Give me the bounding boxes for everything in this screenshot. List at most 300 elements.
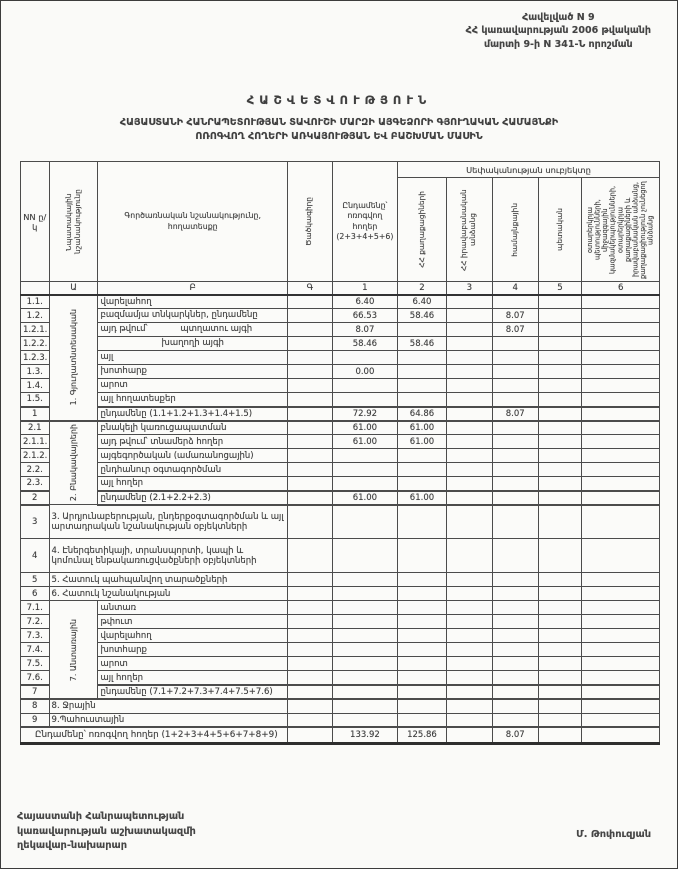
cell-value — [446, 539, 492, 573]
cell-value — [538, 699, 582, 713]
cell-value — [492, 539, 538, 573]
table-row — [21, 309, 660, 323]
cell-value: 61.00 — [398, 435, 447, 449]
cell-value — [492, 587, 538, 601]
cell-value — [398, 449, 447, 463]
table-row — [21, 505, 660, 539]
cell-value — [492, 629, 538, 643]
report-subtitle-1: ՀԱՅԱՍՏԱՆԻ ՀԱՆՐԱՊԵՏՈՒԹՅԱՆ ՏԱՎՈՒՇԻ ՄԱՐԶԻ ԱՅԳԵՁՈՐԻ ԳՅՈՒՂԱԿԱՆ ՀԱՄԱՅՆՔԻ — [119, 117, 559, 128]
cell-code — [287, 643, 332, 657]
cell-code — [287, 309, 332, 323]
cell-value — [492, 365, 538, 379]
cell-value — [492, 393, 538, 407]
row-num: 2 — [21, 491, 50, 505]
section-label — [49, 601, 98, 699]
cell-code — [287, 323, 332, 337]
grand-total-label: Ընդամենը՝ ոռոգվող հողեր (1+2+3+4+5+6+7+8+9) — [21, 727, 288, 743]
cell-code — [287, 477, 332, 491]
cell-value — [446, 393, 492, 407]
cell-value — [492, 351, 538, 365]
row-num: 1 — [21, 407, 50, 421]
cell-value — [398, 713, 447, 727]
cell-code — [287, 699, 332, 713]
cell-value: 8.07 — [492, 309, 538, 323]
cell-value — [538, 365, 582, 379]
cell-value — [492, 505, 538, 539]
cell-value — [492, 449, 538, 463]
row-label: ընդամենը (7.1+7.2+7.3+7.4+7.5+7.6) — [98, 685, 288, 699]
cell-code — [287, 685, 332, 699]
cell-value — [332, 573, 397, 587]
table-row — [21, 365, 660, 379]
cell-value — [492, 379, 538, 393]
col-header-owner-state: պետական — [538, 178, 582, 282]
cell-value — [538, 727, 582, 743]
col-header-owner-community: համայնքային — [492, 178, 538, 282]
cell-value — [332, 699, 397, 713]
cell-value — [492, 615, 538, 629]
cell-value — [538, 337, 582, 351]
row-num: 5 — [21, 573, 50, 587]
row-num: 7.3. — [21, 629, 50, 643]
col-header-code: Ծածկագիրը — [287, 162, 332, 282]
cell-code — [287, 491, 332, 505]
cell-value — [398, 629, 447, 643]
table-row — [21, 601, 660, 615]
cell-code — [287, 587, 332, 601]
report-title-block — [1, 93, 677, 144]
cell-value — [492, 477, 538, 491]
cell-code — [287, 421, 332, 435]
cell-value — [332, 477, 397, 491]
cell-value — [332, 539, 397, 573]
cell-value — [538, 379, 582, 393]
cell-value: 64.86 — [398, 407, 447, 421]
cell-value — [582, 505, 660, 539]
table-row — [21, 295, 660, 309]
signer-name: Մ. Թոփուզյան — [576, 829, 651, 840]
row-label: բնակելի կառուցապատման — [98, 421, 288, 435]
cell-value — [398, 393, 447, 407]
table-header — [21, 162, 660, 295]
cell-value — [582, 463, 660, 477]
cell-value — [398, 539, 447, 573]
cell-value — [582, 421, 660, 435]
table-row — [21, 573, 660, 587]
table-row — [21, 407, 660, 421]
cell-code — [287, 351, 332, 365]
cell-value — [582, 351, 660, 365]
cell-value — [398, 643, 447, 657]
cell-code — [287, 379, 332, 393]
cell-value: 8.07 — [332, 323, 397, 337]
table-row — [21, 393, 660, 407]
cell-value — [332, 657, 397, 671]
row-label: 6. Հատուկ նշանակության — [49, 587, 287, 601]
table-row — [21, 491, 660, 505]
cell-code — [287, 713, 332, 727]
cell-value — [582, 477, 660, 491]
irrigated-lands-table — [20, 161, 660, 745]
cell-value: 8.07 — [492, 407, 538, 421]
cell-value — [446, 309, 492, 323]
row-num: 2.2. — [21, 463, 50, 477]
cell-value — [446, 421, 492, 435]
cell-value — [582, 685, 660, 699]
cell-value — [446, 463, 492, 477]
row-label: ընդամենը (1.1+1.2+1.3+1.4+1.5) — [98, 407, 288, 421]
col-header-owner-legal-entities: ՀՀ իրավաբանական անձանց — [446, 178, 492, 282]
table-row — [21, 449, 660, 463]
cell-value — [446, 337, 492, 351]
cell-value: 0.00 — [332, 365, 397, 379]
row-label: ընդամենը (2.1+2.2+2.3) — [98, 491, 288, 505]
cell-value: 6.40 — [398, 295, 447, 309]
cell-value — [446, 351, 492, 365]
row-num: 3 — [21, 505, 50, 539]
table-row — [21, 379, 660, 393]
cell-value — [332, 601, 397, 615]
cell-value — [538, 449, 582, 463]
cell-value — [398, 379, 447, 393]
cell-value — [446, 491, 492, 505]
cell-value — [582, 393, 660, 407]
row-label: 9.Պահուստային — [49, 713, 287, 727]
cell-value — [582, 643, 660, 657]
table-row — [21, 435, 660, 449]
cell-value — [332, 643, 397, 657]
cell-value: 58.46 — [332, 337, 397, 351]
col-header-purpose: Նպատակային նշանակությունը — [49, 162, 98, 282]
cell-code — [287, 365, 332, 379]
table-row — [21, 337, 660, 351]
cell-value — [492, 435, 538, 449]
row-label: 8. Ջրային — [49, 699, 287, 713]
report-subtitle-2: ՈՌՈԳՎՈՂ ՀՈՂԵՐԻ ԱՌԿԱՅՈՒԹՅԱՆ ԵՎ ԲԱՇԽՄԱՆ ՄԱՍԻՆ — [195, 130, 483, 142]
cell-value — [446, 601, 492, 615]
cell-code — [287, 539, 332, 573]
table-row — [21, 629, 660, 643]
row-num: 1.4. — [21, 379, 50, 393]
cell-value — [538, 435, 582, 449]
cell-value — [538, 393, 582, 407]
row-num: 7 — [21, 685, 50, 699]
cell-value — [446, 435, 492, 449]
cell-value — [582, 615, 660, 629]
cell-code — [287, 601, 332, 615]
cell-value — [332, 379, 397, 393]
cell-value: 125.86 — [398, 727, 447, 743]
cell-value — [538, 573, 582, 587]
table-row — [21, 615, 660, 629]
appendix-line-1: Հավելված N 9 — [522, 12, 595, 23]
table-row — [21, 463, 660, 477]
row-label: վարելահող — [98, 629, 288, 643]
cell-value: 61.00 — [398, 421, 447, 435]
cell-value — [446, 657, 492, 671]
cell-value — [446, 573, 492, 587]
cell-value — [446, 643, 492, 657]
row-label: խոտհարք — [98, 643, 288, 657]
cell-code — [287, 407, 332, 421]
table-row — [21, 685, 660, 699]
cell-value — [332, 671, 397, 685]
cell-value — [538, 671, 582, 685]
cell-value — [492, 421, 538, 435]
cell-value: 72.92 — [332, 407, 397, 421]
signer-position — [17, 810, 196, 854]
cell-value: 61.00 — [398, 491, 447, 505]
signer-position-line-2: կառավարության աշխատակազմի — [17, 825, 196, 837]
cell-value — [446, 685, 492, 699]
table-row — [21, 727, 660, 743]
cell-value — [582, 379, 660, 393]
row-label: այդ թվում՝ պտղատու այգի — [98, 323, 288, 337]
cell-value: 58.46 — [398, 337, 447, 351]
section-label-text: 7. Անտառային — [68, 618, 78, 681]
cell-value — [538, 657, 582, 671]
row-label: խաղողի այգի — [98, 337, 288, 351]
cell-value — [492, 713, 538, 727]
cell-value — [582, 699, 660, 713]
cell-value — [582, 727, 660, 743]
table-row — [21, 643, 660, 657]
table-row — [21, 713, 660, 727]
cell-value — [538, 477, 582, 491]
row-num: 4 — [21, 539, 50, 573]
row-num: 1.1. — [21, 295, 50, 309]
cell-code — [287, 671, 332, 685]
cell-value — [398, 351, 447, 365]
cell-value — [446, 727, 492, 743]
signature-block — [17, 810, 651, 854]
row-num: 7.5. — [21, 657, 50, 671]
cell-value — [446, 671, 492, 685]
table-row — [21, 699, 660, 713]
cell-code — [287, 449, 332, 463]
cell-value: 6.40 — [332, 295, 397, 309]
appendix-line-2: ՀՀ կառավարության 2006 թվականի — [465, 25, 651, 37]
cell-value: 8.07 — [492, 323, 538, 337]
cell-value — [492, 685, 538, 699]
column-letter-row: Ա Բ Գ 1 2 3 4 5 6 — [21, 282, 660, 295]
cell-code — [287, 463, 332, 477]
cell-value — [446, 407, 492, 421]
cell-value — [398, 671, 447, 685]
cell-code — [287, 337, 332, 351]
signer-position-line-3: ղեկավար-նախարար — [17, 840, 128, 852]
cell-value — [582, 435, 660, 449]
cell-code — [287, 435, 332, 449]
row-label: այլ հողեր — [98, 671, 288, 685]
row-num: 1.2.1. — [21, 323, 50, 337]
cell-value: 61.00 — [332, 491, 397, 505]
cell-value — [582, 671, 660, 685]
cell-value — [332, 629, 397, 643]
table-row — [21, 477, 660, 491]
cell-code — [287, 727, 332, 743]
cell-value — [582, 295, 660, 309]
cell-value — [398, 587, 447, 601]
cell-value — [538, 615, 582, 629]
row-num: 7.2. — [21, 615, 50, 629]
cell-value — [582, 601, 660, 615]
cell-value — [582, 407, 660, 421]
row-num: 7.6. — [21, 671, 50, 685]
row-label: բազմամյա տնկարկներ, ընդամենը — [98, 309, 288, 323]
cell-value — [538, 587, 582, 601]
cell-value — [538, 295, 582, 309]
row-label: այլ — [98, 351, 288, 365]
cell-value — [332, 685, 397, 699]
col-header-functional: Գործառնական նշանակությունը, հողատեսքը — [98, 162, 288, 282]
cell-value: 133.92 — [332, 727, 397, 743]
col-header-ownership-group: Սեփականության սուբյեկտը — [398, 162, 660, 178]
row-num: 1.2.2. — [21, 337, 50, 351]
table-row — [21, 323, 660, 337]
row-label: արոտ — [98, 657, 288, 671]
cell-value — [446, 699, 492, 713]
report-title: ՀԱՇՎԵՏՎՈՒԹՅՈՒՆ — [246, 93, 432, 107]
cell-value — [538, 601, 582, 615]
table-row — [21, 351, 660, 365]
cell-value — [398, 365, 447, 379]
col-header-total: Ընդամենը՝ ոռոգվող հողեր (2+3+4+5+6) — [332, 162, 397, 282]
cell-value — [446, 323, 492, 337]
cell-value — [582, 365, 660, 379]
cell-value — [446, 615, 492, 629]
cell-code — [287, 393, 332, 407]
cell-value — [492, 491, 538, 505]
table-row — [21, 587, 660, 601]
cell-value — [538, 685, 582, 699]
row-num: 6 — [21, 587, 50, 601]
cell-value — [538, 421, 582, 435]
cell-code — [287, 615, 332, 629]
cell-value — [332, 505, 397, 539]
cell-value — [538, 539, 582, 573]
cell-value — [538, 463, 582, 477]
section-label-text: 1. Գյուղատնտեսական — [68, 309, 78, 406]
cell-code — [287, 295, 332, 309]
section-label — [49, 421, 98, 505]
cell-value — [538, 323, 582, 337]
cell-value — [538, 407, 582, 421]
cell-value — [582, 491, 660, 505]
cell-value — [398, 573, 447, 587]
cell-value — [582, 713, 660, 727]
cell-value — [538, 309, 582, 323]
row-label: վարելահող — [98, 295, 288, 309]
cell-value — [332, 351, 397, 365]
col-header-owner-foreign: օտարերկրյա պետությունների, միջազգային կազմակերպությունների, օտարերկրյա քաղաքացիների և իրավաբանական անձանց, քաղաքացիություն չունեցող անձանց — [582, 178, 660, 282]
row-label: այգեգործական (ամառանոցային) — [98, 449, 288, 463]
row-num: 2.3. — [21, 477, 50, 491]
row-num: 1.2.3. — [21, 351, 50, 365]
cell-value — [582, 573, 660, 587]
row-label: ընդհանուր օգտագործման — [98, 463, 288, 477]
cell-value — [492, 699, 538, 713]
row-num: 1.5. — [21, 393, 50, 407]
appendix-line-3: մարտի 9-ի N 341-Ն որոշման — [484, 38, 633, 50]
row-label: խոտհարք — [98, 365, 288, 379]
row-label: 5. Հատուկ պահպանվող տարածքների — [49, 573, 287, 587]
cell-value — [492, 337, 538, 351]
cell-value — [582, 587, 660, 601]
cell-value — [538, 629, 582, 643]
cell-code — [287, 505, 332, 539]
cell-value — [582, 657, 660, 671]
row-label: այդ թվում՝ տնամերձ հողեր — [98, 435, 288, 449]
cell-value: 58.46 — [398, 309, 447, 323]
cell-value — [332, 393, 397, 407]
cell-value — [332, 615, 397, 629]
cell-value — [492, 573, 538, 587]
cell-value — [538, 713, 582, 727]
table-row — [21, 539, 660, 573]
cell-value — [332, 587, 397, 601]
cell-value — [492, 601, 538, 615]
cell-value: 66.53 — [332, 309, 397, 323]
row-num: 2.1 — [21, 421, 50, 435]
cell-value — [538, 505, 582, 539]
cell-code — [287, 629, 332, 643]
cell-value — [398, 505, 447, 539]
cell-value — [446, 295, 492, 309]
signer-position-line-1: Հայաստանի Հանրապետության — [17, 810, 185, 822]
row-label: այլ հողեր — [98, 477, 288, 491]
row-label: 3. Արդյունաբերության, ընդերքօգտագործման և այլ արտադրական նշանակության օբյեկտների — [49, 505, 287, 539]
row-label: արոտ — [98, 379, 288, 393]
cell-value — [538, 643, 582, 657]
cell-value — [446, 449, 492, 463]
cell-value — [398, 477, 447, 491]
cell-code — [287, 573, 332, 587]
cell-value — [446, 629, 492, 643]
cell-value — [582, 323, 660, 337]
cell-value — [398, 463, 447, 477]
cell-value — [398, 685, 447, 699]
cell-value: 61.00 — [332, 435, 397, 449]
row-num: 8 — [21, 699, 50, 713]
cell-value — [332, 463, 397, 477]
cell-value — [492, 295, 538, 309]
cell-value: 8.07 — [492, 727, 538, 743]
cell-value — [492, 657, 538, 671]
row-num: 1.3. — [21, 365, 50, 379]
cell-value — [492, 643, 538, 657]
row-label: այլ հողատեսքեր — [98, 393, 288, 407]
cell-value — [446, 379, 492, 393]
row-label: անտառ — [98, 601, 288, 615]
row-num: 7.1. — [21, 601, 50, 615]
table-row — [21, 657, 660, 671]
cell-value — [538, 491, 582, 505]
row-num: 7.4. — [21, 643, 50, 657]
cell-value: 61.00 — [332, 421, 397, 435]
row-label: 4. Էներգետիկայի, տրանսպորտի, կապի և կոմունալ ենթակառուցվածքների օբյեկտների — [49, 539, 287, 573]
section-label-text: 2. Բնակավայրերի — [68, 424, 78, 502]
cell-value — [446, 365, 492, 379]
cell-value — [582, 449, 660, 463]
row-num: 1.2. — [21, 309, 50, 323]
cell-code — [287, 657, 332, 671]
cell-value — [492, 671, 538, 685]
appendix-note — [466, 11, 651, 51]
cell-value — [446, 587, 492, 601]
cell-value — [446, 477, 492, 491]
cell-value — [332, 713, 397, 727]
